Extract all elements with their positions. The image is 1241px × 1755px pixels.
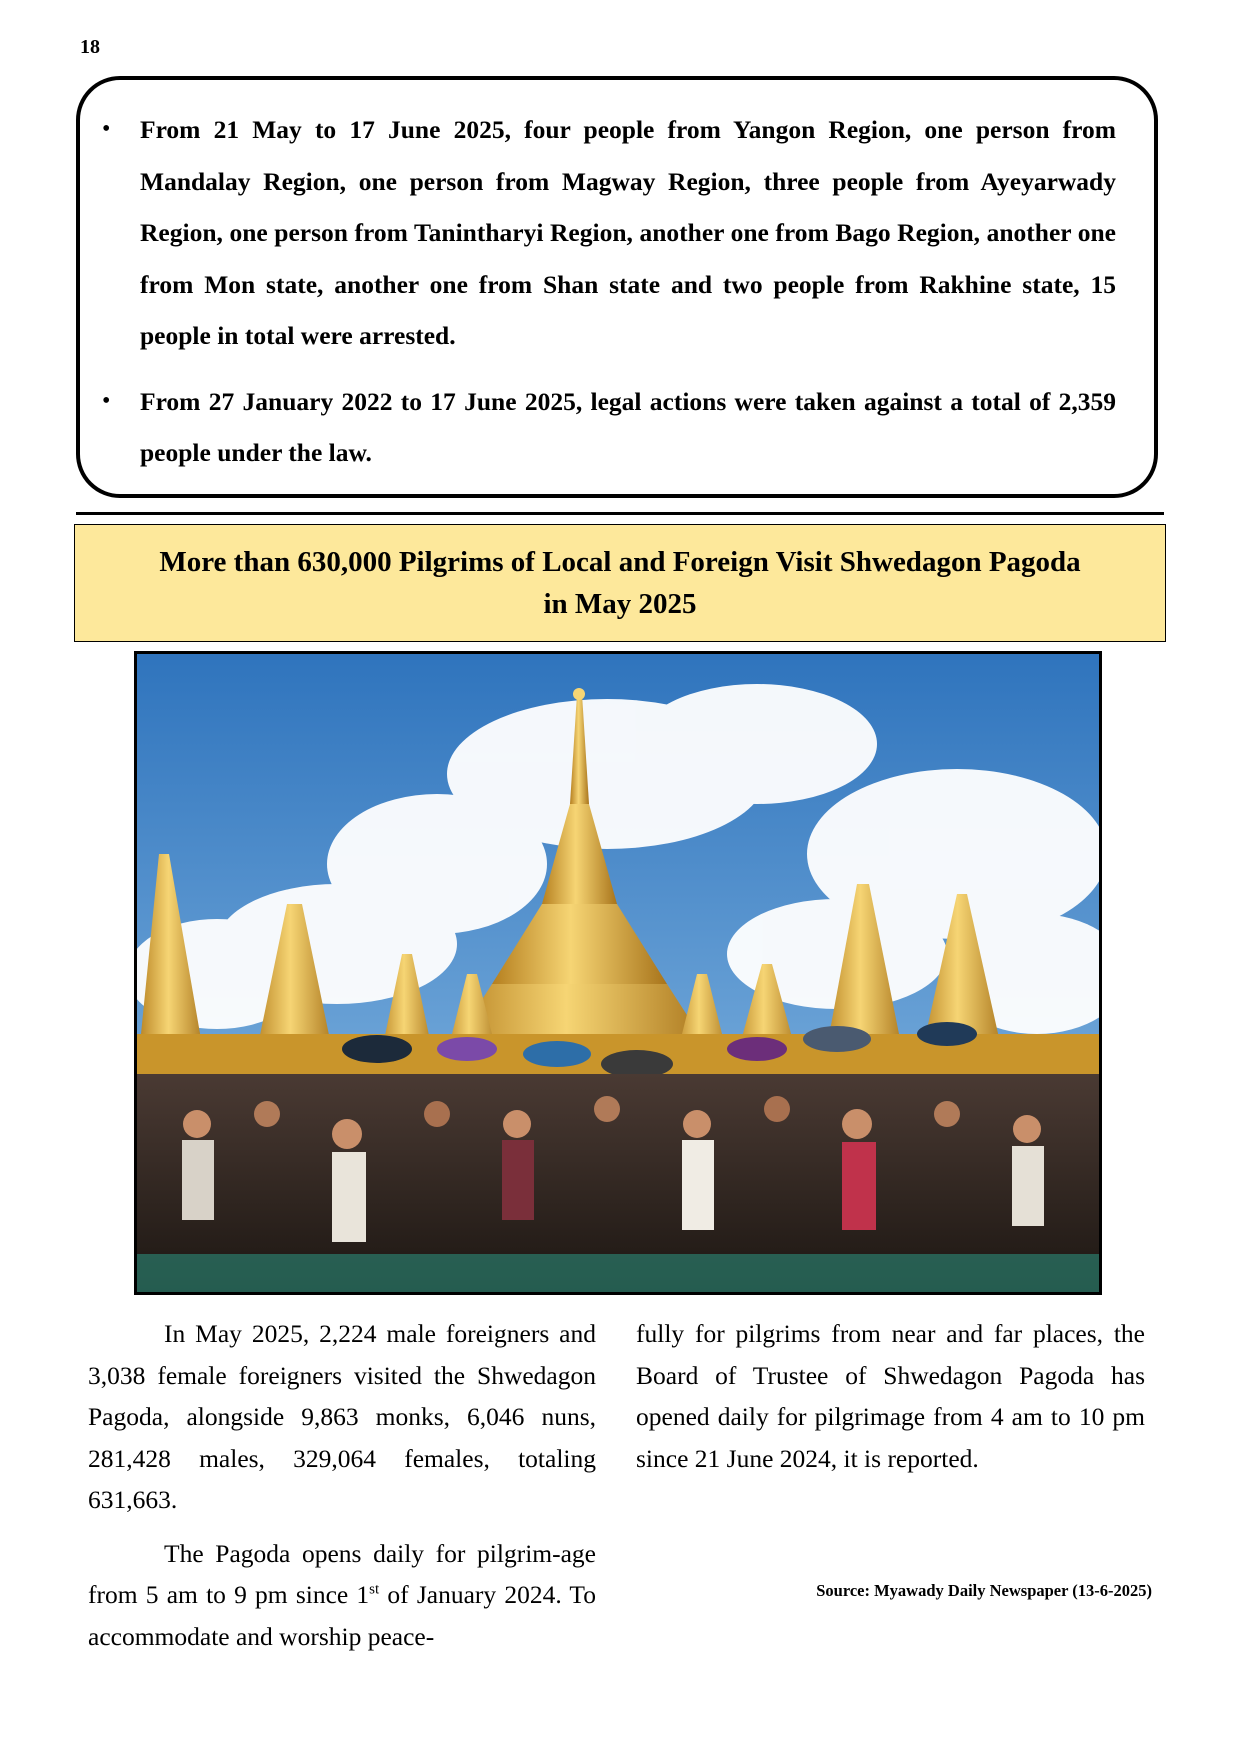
article-paragraph-3: fully for pilgrims from near and far places, the Board of Trustee of Shwedagon Pagoda has opened daily for pilgrimage from 4 am to 10 pm since 21 June 2024, it is reported. bbox=[636, 1319, 1145, 1473]
article-title bbox=[159, 541, 1080, 625]
shwedagon-pagoda-photo bbox=[134, 651, 1102, 1295]
article-column-right bbox=[636, 1313, 1145, 1479]
bullet-item-legal-actions: • From 27 January 2022 to 17 June 2025, legal actions were taken against a total of 2,359 people under the law. bbox=[140, 376, 1116, 479]
source-citation: Source: Myawady Daily Newspaper (13-6-2025) bbox=[816, 1581, 1152, 1600]
pagoda-illustration bbox=[137, 654, 1099, 1292]
bullet-list bbox=[140, 104, 1116, 479]
article-paragraph-1: In May 2025, 2,224 male foreigners and 3,038 female foreigners visited the Shwedagon Pagoda, alongside 9,863 monks, 6,046 nuns, 281,428 males, 329,064 females, totaling 631,663. bbox=[88, 1319, 596, 1514]
article-title-line1: More than 630,000 Pilgrims of Local and Foreign Visit Shwedagon Pagoda bbox=[159, 546, 1081, 578]
article-paragraph-2 bbox=[88, 1533, 596, 1658]
article-title-box bbox=[74, 524, 1166, 642]
bullet-item-arrests: • From 21 May to 17 June 2025, four people from Yangon Region, one person from Mandalay Region, one person from Magway Region, three people from Ayeyarwady Region, one person from Tanintharyi Region, another one from Bago Region, another one from Mon state, another one from Shan state and two people from Rakhine state, 15 people in total were arrested. bbox=[140, 104, 1116, 362]
article-column-left bbox=[88, 1313, 596, 1657]
article-title-line2: in May 2025 bbox=[543, 588, 697, 620]
paragraph-2-text-a: The Pagoda opens daily for pilgrim-age from 5 am to 9 pm since 1 bbox=[88, 1538, 596, 1609]
arrest-summary-box bbox=[76, 76, 1158, 498]
page-number: 18 bbox=[80, 36, 100, 58]
paragraph-2-text-b: of January 2024. To accommodate and worship peace- bbox=[88, 1580, 596, 1651]
section-divider bbox=[76, 512, 1164, 515]
ordinal-suffix: st bbox=[369, 1581, 380, 1598]
